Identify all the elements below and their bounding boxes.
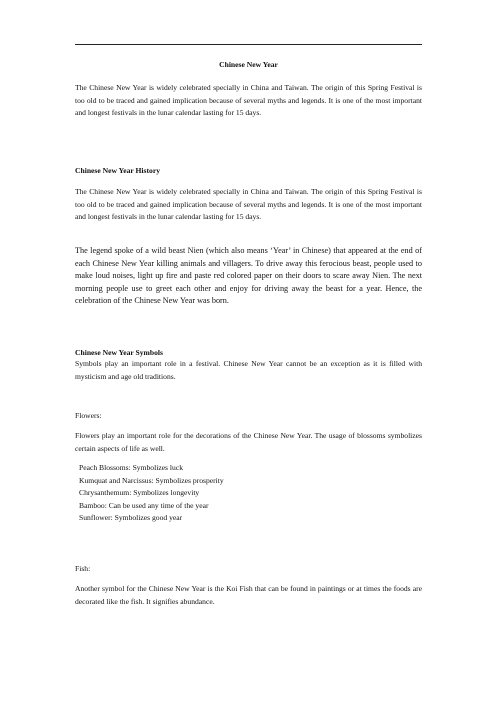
flowers-heading: Flowers:: [75, 411, 102, 420]
flowers-list: [79, 462, 224, 525]
list-item: Sunflower: Symbolizes good year: [79, 513, 183, 523]
intro-paragraph: The Chinese New Year is widely celebrated specially in China and Taiwan. The origin of this Spring Festival is too old to be traced and gained implication because of several myths and legends. It is one of the most important and longest festivals in the lunar calendar lasting for 15 days.: [75, 83, 422, 117]
list-item: Peach Blossoms: Symbolizes luck: [79, 463, 183, 472]
list-item: Bamboo: Can be used any time of the year: [79, 500, 209, 510]
flowers-paragraph: Flowers play an important role for the decorations of the Chinese New Year. The usage of blossoms symbolizes certain aspects of life as well.: [75, 431, 422, 453]
document-title: Chinese New Year: [219, 60, 278, 69]
header-rule: [75, 44, 422, 45]
history-heading: Chinese New Year History: [75, 166, 160, 175]
fish-paragraph: Another symbol for the Chinese New Year is the Koi Fish that can be found in paintings or at times the foods are decorated like the fish. It signifies abundance.: [75, 584, 422, 606]
history-paragraph-1: The Chinese New Year is widely celebrated specially in China and Taiwan. The origin of this Spring Festival is too old to be traced and gained implication because of several myths and legends. It is one of the most important and longest festivals in the lunar calendar lasting for 15 days.: [75, 187, 422, 221]
symbols-heading: Chinese New Year Symbols: [75, 348, 163, 357]
fish-heading: Fish:: [75, 564, 91, 573]
history-paragraph-2: The legend spoke of a wild beast Nien (which also means ‘Year’ in Chinese) that appeared at the end of each Chinese New Year killing animals and villagers. To drive away this ferocious beast, people used to make loud noises, light up fire and paste red colored paper on their doors to scare away Nien. The next morning people use to greet each other and enjoy for driving away the beast for a year. Hence, the celebration of the Chinese New Year was born.: [75, 246, 422, 306]
list-item: Chrysanthemum: Symbolizes longevity: [79, 488, 200, 498]
list-item: Kumquat and Narcissus: Symbolizes prosperity: [79, 475, 224, 485]
symbols-paragraph: Symbols play an important role in a festival. Chinese New Year cannot be an exception as it is filled with mysticism and age old traditions.: [75, 359, 422, 381]
